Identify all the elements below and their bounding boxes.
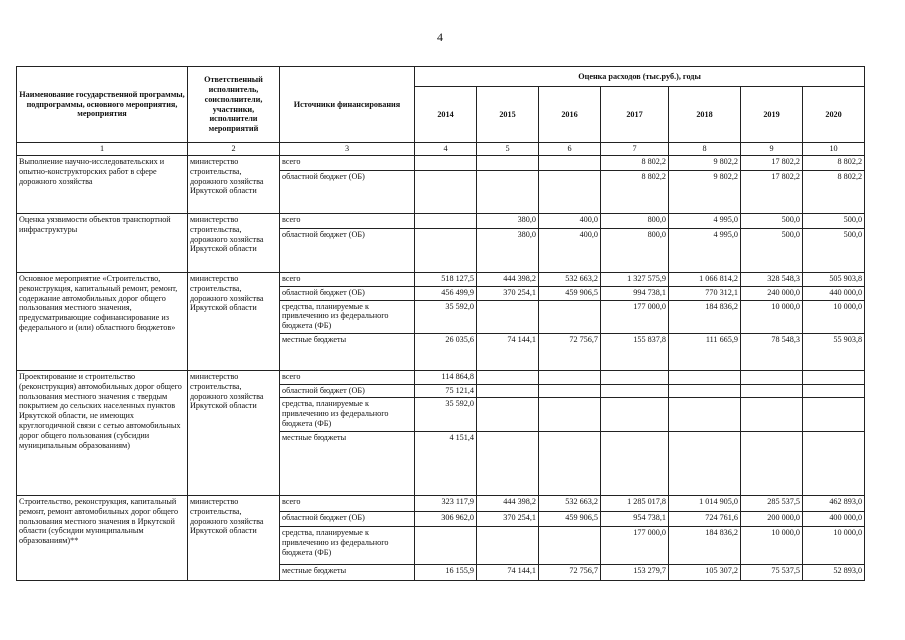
funding-source: всего [280, 272, 415, 286]
value-cell: 532 663,2 [539, 272, 601, 286]
responsible-executor: министерство строительства, дорожного хозяйства Иркутской области [188, 495, 280, 580]
header-estimate: Оценка расходов (тыс.руб.), годы [415, 67, 865, 87]
page-number: 4 [437, 30, 443, 44]
funding-source: областной бюджет (ОБ) [280, 287, 415, 300]
value-cell: 459 906,5 [539, 512, 601, 527]
value-cell: 380,0 [477, 213, 539, 228]
column-number: 1 [17, 143, 188, 156]
value-cell: 440 000,0 [803, 287, 865, 300]
value-cell [477, 370, 539, 384]
measure-name: Строительство, реконструкция, капитальный ремонт, ремонт автомобильных дорог общего пользования местного значения в Иркутской области (субсидии муниципальным образованиям)** [17, 495, 188, 580]
value-cell [601, 398, 669, 431]
header-year: 2019 [741, 87, 803, 143]
value-cell: 500,0 [741, 228, 803, 272]
funding-source: всего [280, 370, 415, 384]
value-cell: 240 000,0 [741, 287, 803, 300]
value-cell: 518 127,5 [415, 272, 477, 286]
value-cell: 532 663,2 [539, 495, 601, 511]
responsible-executor: министерство строительства, дорожного хозяйства Иркутской области [188, 155, 280, 213]
value-cell: 500,0 [803, 213, 865, 228]
value-cell: 74 144,1 [477, 333, 539, 370]
funding-source: областной бюджет (ОБ) [280, 512, 415, 527]
value-cell: 10 000,0 [803, 527, 865, 565]
value-cell: 400 000,0 [803, 512, 865, 527]
value-cell [477, 431, 539, 495]
value-cell: 16 155,9 [415, 564, 477, 580]
value-cell: 78 548,3 [741, 333, 803, 370]
header-year: 2018 [669, 87, 741, 143]
value-cell: 1 327 575,9 [601, 272, 669, 286]
value-cell: 184 836,2 [669, 527, 741, 565]
responsible-executor: министерство строительства, дорожного хозяйства Иркутской области [188, 272, 280, 370]
column-number: 8 [669, 143, 741, 156]
funding-source: средства, планируемые к привлечению из федерального бюджета (ФБ) [280, 300, 415, 333]
table-row [17, 495, 865, 511]
value-cell [477, 170, 539, 213]
value-cell [669, 370, 741, 384]
measure-name: Проектирование и строительство (реконструкция) автомобильных дорог общего пользования местного значения с твердым покрытием до сельских населенных пунктов Иркутской области, не имеющих круглогодичной связи с сетью автомобильных дорог общего пользования (субсидии муниципальным образованиям) [17, 370, 188, 495]
value-cell: 500,0 [741, 213, 803, 228]
value-cell: 323 117,9 [415, 495, 477, 511]
value-cell: 380,0 [477, 228, 539, 272]
value-cell: 505 903,8 [803, 272, 865, 286]
value-cell: 8 802,2 [803, 170, 865, 213]
value-cell: 370 254,1 [477, 287, 539, 300]
column-number: 9 [741, 143, 803, 156]
value-cell: 800,0 [601, 228, 669, 272]
value-cell [539, 527, 601, 565]
value-cell: 177 000,0 [601, 527, 669, 565]
value-cell: 1 014 905,0 [669, 495, 741, 511]
value-cell: 72 756,7 [539, 564, 601, 580]
column-number: 10 [803, 143, 865, 156]
value-cell: 153 279,7 [601, 564, 669, 580]
funding-source: областной бюджет (ОБ) [280, 170, 415, 213]
column-number: 4 [415, 143, 477, 156]
measure-name: Выполнение научно-исследовательских и опытно-конструкторских работ в сфере дорожного хозяйства [17, 155, 188, 213]
value-cell [539, 385, 601, 398]
value-cell [539, 398, 601, 431]
value-cell [477, 300, 539, 333]
value-cell: 370 254,1 [477, 512, 539, 527]
column-number: 3 [280, 143, 415, 156]
value-cell [415, 213, 477, 228]
value-cell: 52 893,0 [803, 564, 865, 580]
value-cell [669, 398, 741, 431]
value-cell: 35 592,0 [415, 398, 477, 431]
value-cell: 1 285 017,8 [601, 495, 669, 511]
value-cell: 75 121,4 [415, 385, 477, 398]
funding-source: местные бюджеты [280, 431, 415, 495]
column-number-row [17, 143, 865, 156]
value-cell [539, 155, 601, 170]
value-cell [669, 385, 741, 398]
value-cell: 114 864,8 [415, 370, 477, 384]
value-cell: 500,0 [803, 228, 865, 272]
value-cell [741, 431, 803, 495]
responsible-executor: министерство строительства, дорожного хозяйства Иркутской области [188, 370, 280, 495]
value-cell: 17 802,2 [741, 170, 803, 213]
value-cell: 4 995,0 [669, 228, 741, 272]
funding-source: областной бюджет (ОБ) [280, 228, 415, 272]
value-cell: 26 035,6 [415, 333, 477, 370]
value-cell: 55 903,8 [803, 333, 865, 370]
column-number: 5 [477, 143, 539, 156]
value-cell: 75 537,5 [741, 564, 803, 580]
value-cell [803, 398, 865, 431]
value-cell: 184 836,2 [669, 300, 741, 333]
column-number: 7 [601, 143, 669, 156]
value-cell: 994 738,1 [601, 287, 669, 300]
funding-source: областной бюджет (ОБ) [280, 385, 415, 398]
value-cell [415, 228, 477, 272]
value-cell [601, 385, 669, 398]
funding-source: всего [280, 495, 415, 511]
value-cell: 462 893,0 [803, 495, 865, 511]
value-cell: 9 802,2 [669, 155, 741, 170]
value-cell: 35 592,0 [415, 300, 477, 333]
value-cell: 400,0 [539, 228, 601, 272]
value-cell: 800,0 [601, 213, 669, 228]
value-cell [741, 398, 803, 431]
header-year: 2014 [415, 87, 477, 143]
value-cell [477, 155, 539, 170]
value-cell [803, 431, 865, 495]
value-cell: 72 756,7 [539, 333, 601, 370]
table-row [17, 155, 865, 170]
value-cell: 724 761,6 [669, 512, 741, 527]
value-cell: 9 802,2 [669, 170, 741, 213]
value-cell: 155 837,8 [601, 333, 669, 370]
value-cell [803, 385, 865, 398]
value-cell: 10 000,0 [741, 527, 803, 565]
value-cell [741, 385, 803, 398]
value-cell: 105 307,2 [669, 564, 741, 580]
measure-name: Оценка уязвимости объектов транспортной инфраструктуры [17, 213, 188, 272]
value-cell [415, 155, 477, 170]
value-cell: 285 537,5 [741, 495, 803, 511]
value-cell: 306 962,0 [415, 512, 477, 527]
funding-source: средства, планируемые к привлечению из федерального бюджета (ФБ) [280, 527, 415, 565]
value-cell [601, 370, 669, 384]
header-sources: Источники финансирования [280, 67, 415, 143]
value-cell [539, 370, 601, 384]
header-year: 2020 [803, 87, 865, 143]
value-cell [415, 170, 477, 213]
value-cell: 1 066 814,2 [669, 272, 741, 286]
budget-table [16, 66, 865, 581]
value-cell: 444 398,2 [477, 272, 539, 286]
header-year: 2016 [539, 87, 601, 143]
funding-source: всего [280, 213, 415, 228]
value-cell: 10 000,0 [741, 300, 803, 333]
funding-source: местные бюджеты [280, 333, 415, 370]
value-cell: 400,0 [539, 213, 601, 228]
value-cell [803, 370, 865, 384]
funding-source: всего [280, 155, 415, 170]
value-cell [477, 398, 539, 431]
value-cell: 328 548,3 [741, 272, 803, 286]
value-cell [539, 170, 601, 213]
header-year: 2017 [601, 87, 669, 143]
value-cell: 8 802,2 [803, 155, 865, 170]
value-cell: 4 995,0 [669, 213, 741, 228]
value-cell [477, 385, 539, 398]
table-row [17, 370, 865, 384]
value-cell [415, 527, 477, 565]
header-year: 2015 [477, 87, 539, 143]
value-cell [539, 300, 601, 333]
header-responsible: Ответственный исполнитель, соисполнители, участники, исполнители мероприятий [188, 67, 280, 143]
value-cell [539, 431, 601, 495]
value-cell: 200 000,0 [741, 512, 803, 527]
value-cell: 4 151,4 [415, 431, 477, 495]
value-cell: 177 000,0 [601, 300, 669, 333]
value-cell: 74 144,1 [477, 564, 539, 580]
value-cell [741, 370, 803, 384]
value-cell: 17 802,2 [741, 155, 803, 170]
column-number: 6 [539, 143, 601, 156]
value-cell: 456 499,9 [415, 287, 477, 300]
value-cell: 8 802,2 [601, 155, 669, 170]
table-row [17, 272, 865, 286]
funding-source: средства, планируемые к привлечению из федерального бюджета (ФБ) [280, 398, 415, 431]
funding-source: местные бюджеты [280, 564, 415, 580]
value-cell: 444 398,2 [477, 495, 539, 511]
responsible-executor: министерство строительства, дорожного хозяйства Иркутской области [188, 213, 280, 272]
value-cell: 8 802,2 [601, 170, 669, 213]
value-cell [669, 431, 741, 495]
value-cell: 10 000,0 [803, 300, 865, 333]
value-cell: 459 906,5 [539, 287, 601, 300]
table-row [17, 213, 865, 228]
column-number: 2 [188, 143, 280, 156]
header-name: Наименование государственной программы, подпрограммы, основного мероприятия, мероприятия [17, 67, 188, 143]
value-cell [477, 527, 539, 565]
value-cell: 111 665,9 [669, 333, 741, 370]
value-cell: 770 312,1 [669, 287, 741, 300]
value-cell: 954 738,1 [601, 512, 669, 527]
measure-name: Основное мероприятие «Строительство, реконструкция, капитальный ремонт, ремонт, содержание автомобильных дорог общего пользования местного значения, предусматривающие софинансирование из федерального и (или) областного бюджетов» [17, 272, 188, 370]
value-cell [601, 431, 669, 495]
